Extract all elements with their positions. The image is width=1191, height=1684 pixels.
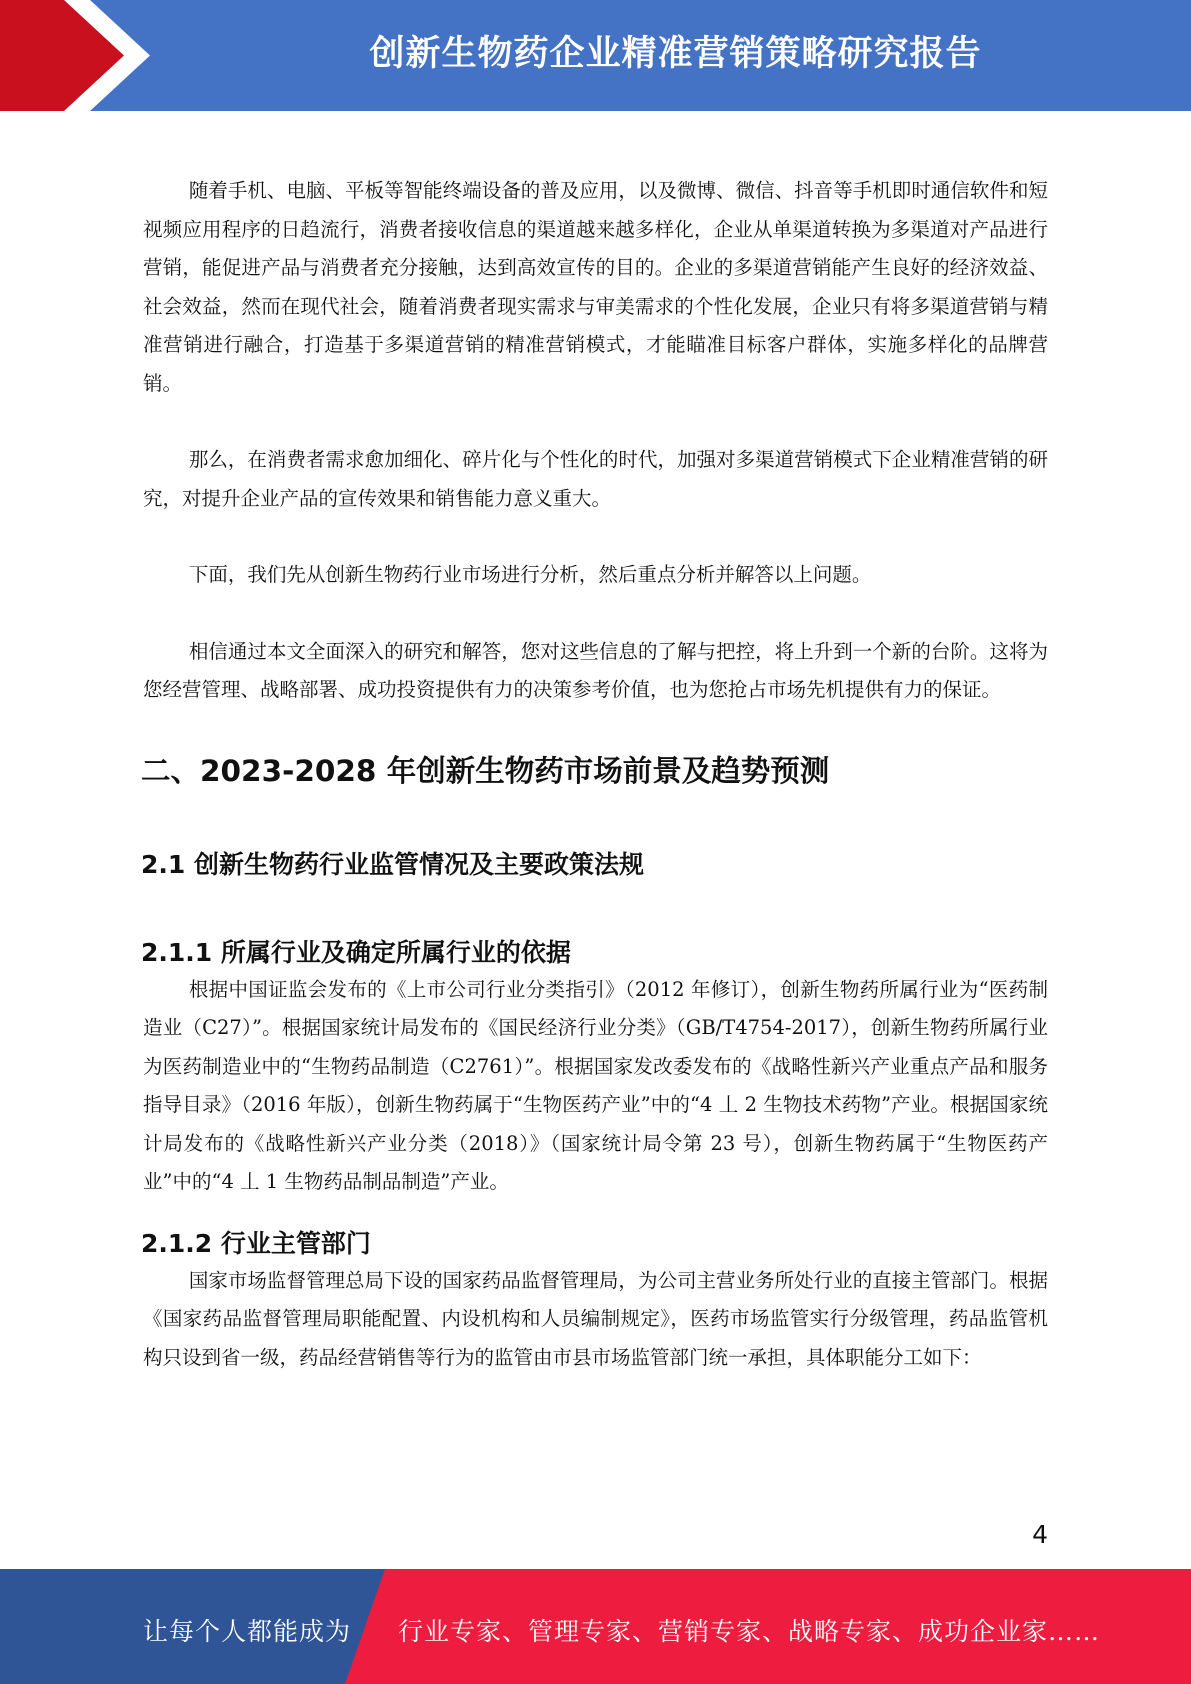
page-number: 4 xyxy=(1032,1520,1048,1549)
subsubsection-heading: 2.1.1 所属行业及确定所属行业的依据 xyxy=(141,937,571,967)
subsubsection-heading: 2.1.2 行业主管部门 xyxy=(141,1228,371,1258)
header-banner xyxy=(0,0,1191,111)
footer-slogan-right: 行业专家、管理专家、营销专家、战略专家、成功企业家…… xyxy=(398,1617,1101,1646)
report-title: 创新生物药企业精准营销策略研究报告 xyxy=(369,34,982,74)
red-chevron-decoration xyxy=(0,0,200,111)
intro-paragraph: 那么，在消费者需求愈加细化、碎片化与个性化的时代，加强对多渠道营销模式下企业精准营销的研究，对提升企业产品的宣传效果和销售能力意义重大。 xyxy=(143,448,1048,510)
subsection-heading: 2.1 创新生物药行业监管情况及主要政策法规 xyxy=(141,849,644,879)
footer-banner xyxy=(0,1569,1191,1684)
industry-classification-paragraph: 根据中国证监会发布的《上市公司行业分类指引》（2012 年修订），创新生物药所属行业为“医药制造业（C27）”。根据国家统计局发布的《国民经济行业分类》（GB/T4754-2017），创新生物药所属行业为医药制造业中的“生物药品制造（C2761）”。根据国家发改委发布的《战略性新兴产业重点产品和服务指导目录》（2016 年版），创新生物药属于“生物医药产业”中的“4 丄 2 生物技术药物”产业。根据国家统计局发布的《战略性新兴产业分类（2018）》（国家统计局令第 23 号），创新生物药属于“生物医药产业”中的“4 丄 1 生物药品制品制造”产业。 xyxy=(143,977,1048,1193)
document-body xyxy=(143,172,1048,1377)
footer-slogan-left: 让每个人都能成为 xyxy=(143,1617,352,1646)
intro-paragraph: 随着手机、电脑、平板等智能终端设备的普及应用，以及微博、微信、抖音等手机即时通信软件和短视频应用程序的日趋流行，消费者接收信息的渠道越来越多样化，企业从单渠道转换为多渠道对产品进行营销，能促进产品与消费者充分接触，达到高效宣传的目的。企业的多渠道营销能产生良好的经济效益、社会效益，然而在现代社会，随着消费者现实需求与审美需求的个性化发展，企业只有将多渠道营销与精准营销进行融合，打造基于多渠道营销的精准营销模式，才能瞄准目标客户群体，实施多样化的品牌营销。 xyxy=(143,179,1048,395)
section-heading: 二、2023-2028 年创新生物药市场前景及趋势预测 xyxy=(141,753,830,788)
intro-paragraph: 下面，我们先从创新生物药行业市场进行分析，然后重点分析并解答以上问题。 xyxy=(188,563,872,586)
regulator-paragraph: 国家市场监督管理总局下设的国家药品监督管理局，为公司主营业务所处行业的直接主管部门。根据《国家药品监督管理局职能配置、内设机构和人员编制规定》，医药市场监管实行分级管理，药品监管机构只设到省一级，药品经营销售等行为的监管由市县市场监管部门统一承担，具体职能分工如下： xyxy=(143,1268,1048,1369)
intro-paragraph: 相信通过本文全面深入的研究和解答，您对这些信息的了解与把控，将上升到一个新的台阶。这将为您经营管理、战略部署、成功投资提供有力的决策参考价值，也为您抢占市场先机提供有力的保证。 xyxy=(143,639,1048,701)
